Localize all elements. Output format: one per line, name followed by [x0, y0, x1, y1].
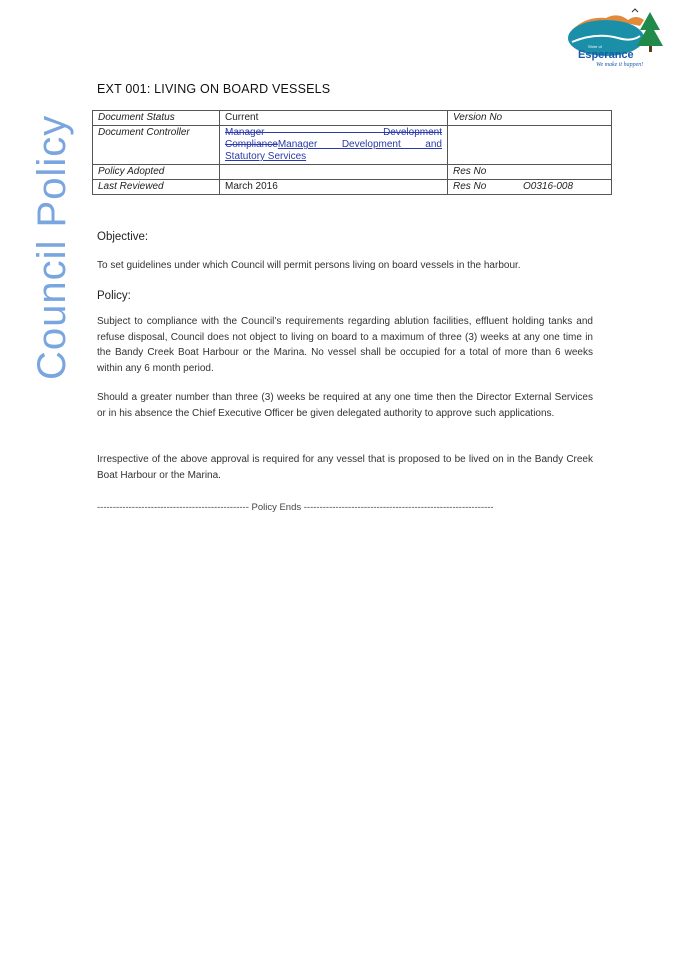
table-row: [93, 180, 612, 195]
last-reviewed-label: Last Reviewed: [93, 180, 220, 195]
table-row: [93, 111, 612, 126]
objective-text: To set guidelines under which Council will permit persons living on board vessels in the harbour.: [97, 260, 521, 271]
version-value: [518, 111, 612, 126]
objective-heading: Objective:: [97, 231, 149, 243]
esperance-shire-logo: [566, 8, 670, 70]
document-controller-label: Document Controller: [93, 126, 220, 165]
table-row: [93, 165, 612, 180]
last-reviewed-value: March 2016: [220, 180, 448, 195]
table-row: [93, 126, 612, 165]
controller-inserted-text-2: Statutory Services: [225, 151, 307, 162]
document-control-table: [92, 110, 612, 195]
policy-heading: Policy:: [97, 290, 131, 302]
logo-graphic: [566, 8, 670, 70]
logo-small-text: Shire of: [588, 44, 602, 49]
version-label: Version No: [448, 111, 519, 126]
document-status-label: Document Status: [93, 111, 220, 126]
policy-paragraph-3: Irrespective of the above approval is required for any vessel that is proposed to be lived on in the Bandy Creek Boat Harbour or the Marina.: [97, 454, 593, 481]
adopted-res-label: Res No: [448, 165, 519, 180]
adopted-res-value: [518, 165, 612, 180]
policy-adopted-label: Policy Adopted: [93, 165, 220, 180]
policy-adopted-value: [220, 165, 448, 180]
controller-deleted-text-1: Manager Development: [225, 127, 442, 138]
document-controller-value: [220, 126, 448, 165]
council-policy-side-label: Council Policy: [30, 114, 74, 380]
controller-deleted-text-2: Compliance: [225, 139, 278, 150]
logo-tagline-text: We make it happen!: [596, 62, 644, 68]
document-status-value: Current: [220, 111, 448, 126]
page-title: EXT 001: LIVING ON BOARD VESSELS: [97, 82, 331, 96]
controller-inserted-text-1: Manager Development and: [277, 139, 442, 150]
reviewed-res-value: O0316-008: [518, 180, 612, 195]
reviewed-res-label: Res No: [448, 180, 519, 195]
policy-paragraph-2: Should a greater number than three (3) weeks be required at any one time then the Director External Services or in his absence the Chief Executive Officer be given delegated authority to approve such applications.: [97, 392, 593, 419]
logo-name-text: Esperance: [578, 49, 634, 61]
policy-ends-line: ------------------------------------------------ Policy Ends ------------------------------------------------------------: [97, 502, 494, 513]
policy-paragraph-1: Subject to compliance with the Council’s requirements regarding ablution facilities, effluent holding tanks and refuse disposal, Council does not object to living on board to a maximum of three (3) weeks at any one time in the Bandy Creek Boat Harbour or the Marina. No vessel shall be occupied for a total of more than 6 weeks within any 6 month period.: [97, 316, 593, 374]
